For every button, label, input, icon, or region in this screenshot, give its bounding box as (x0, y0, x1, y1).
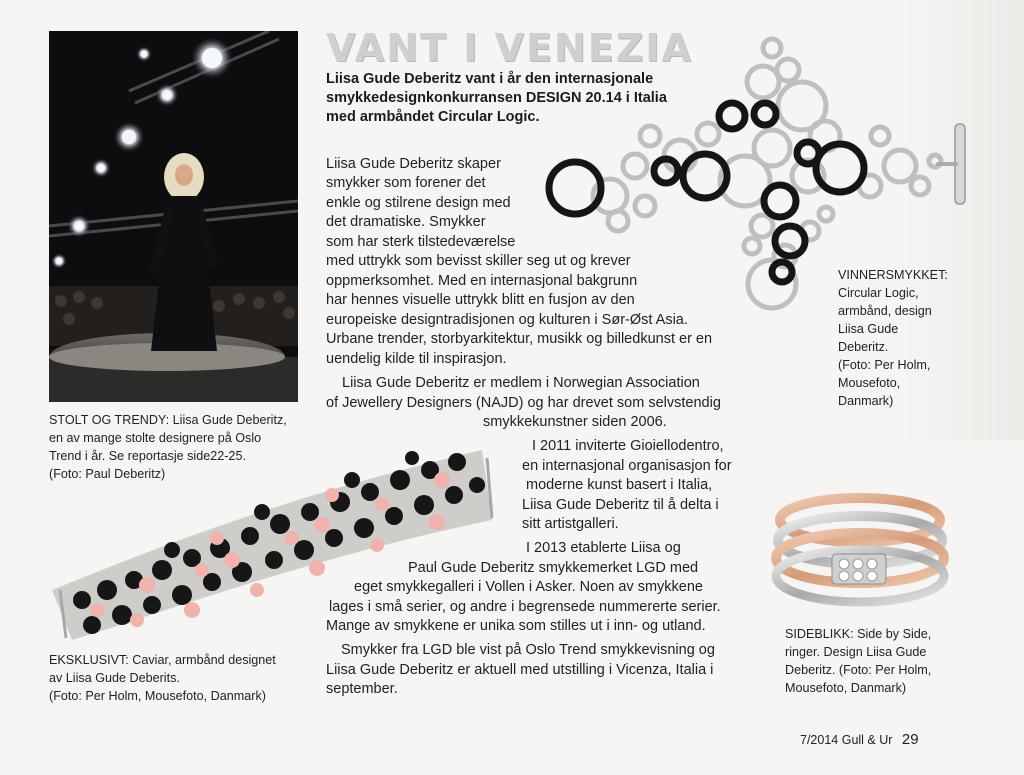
body-line: Urbane trender, storbyarkitektur, musikk og billedkunst er en (326, 331, 713, 347)
caption-eksklusivt-line: EKSKLUSIVT: Caviar, armbånd designet (49, 653, 276, 667)
body-line: Smykker fra LGD ble vist på Oslo Trend smykkevisning og (341, 642, 715, 658)
caption-vinner-line: Mousefoto, (838, 376, 901, 390)
body-line: september. (326, 681, 398, 697)
body-line: en internasjonal organisasjon for (522, 458, 732, 474)
body-line: Liisa Gude Deberitz til å delta i (522, 497, 719, 513)
caption-stolt-line: (Foto: Paul Deberitz) (49, 467, 166, 481)
caption-stolt-line: en av mange stolte designere på Oslo (49, 431, 262, 445)
caption-vinner-line: armbånd, design (838, 304, 932, 318)
body-line: det dramatiske. Smykker (326, 214, 486, 230)
body-line: moderne kunst basert i Italia, (526, 477, 713, 493)
caption-vinner-line: Liisa Gude (838, 322, 899, 336)
body-line: som har sterk tilstedeværelse (326, 234, 516, 250)
caption-sideblikk-line: Deberitz. (Foto: Per Holm, (785, 663, 932, 677)
caption-vinner-line: Danmark) (838, 394, 894, 408)
body-line: europeiske designtradisjonen og kulturen i Sør-Øst Asia. (326, 312, 688, 328)
body-line: smykkekunstner siden 2006. (483, 414, 667, 430)
body-line: Liisa Gude Deberitz er medlem i Norwegian Association (342, 375, 700, 391)
caviar-bracelet-image (52, 440, 502, 640)
body-line: oppmerksomhet. Med en internasjonal bakgrunn (326, 273, 638, 289)
runway-photo-art (49, 31, 298, 402)
caption-stolt-line: Trend i år. Se reportasje side22-25. (49, 449, 246, 463)
body-line: Mange av smykkene er unika som stilles ut i inn- og utland. (326, 618, 706, 634)
caption-vinner-line: (Foto: Per Holm, (838, 358, 931, 372)
caption-vinner-line: Deberitz. (838, 340, 889, 354)
caption-sideblikk-line: SIDEBLIKK: Side by Side, (785, 627, 932, 641)
body-line: enkle og stilrene design med (326, 195, 511, 211)
body-line: Paul Gude Deberitz smykkemerket LGD med (408, 560, 699, 576)
runway-photo (49, 31, 298, 402)
side-by-side-ring-image (768, 490, 953, 612)
body-line: sitt artistgalleri. (522, 516, 619, 532)
page-footer (800, 731, 919, 748)
article-lead: Liisa Gude Deberitz vant i år den internasjonale smykkedesignkonkurransen DESIGN 20.14 i Italia med armbåndet Circular Logic. (326, 71, 667, 125)
footer-issue: 7/2014 (800, 733, 839, 747)
body-line: Liisa Gude Deberitz er aktuell med utstilling i Vicenza, Italia i (326, 662, 714, 678)
circular-logic-bracelet-image (540, 36, 980, 316)
body-line: uendelig kilde til inspirasjon. (326, 351, 507, 367)
article-title: VANT I VENEZIA (326, 26, 693, 70)
body-line: I 2011 inviterte Gioiellodentro, (532, 438, 724, 454)
caption-eksklusivt-line: av Liisa Gude Deberits. (49, 671, 180, 685)
caption-eksklusivt-line: (Foto: Per Holm, Mousefoto, Danmark) (49, 689, 266, 703)
body-line: I 2013 etablerte Liisa og (526, 540, 681, 556)
body-line: Liisa Gude Deberitz skaper (326, 156, 501, 172)
body-line: eget smykkegalleri i Vollen i Asker. Noen av smykkene (354, 579, 703, 595)
body-line: med uttrykk som bevisst skiller seg ut og krever (326, 253, 631, 269)
caption-sideblikk-line: Mousefoto, Danmark) (785, 681, 907, 695)
body-line: smykker som forener det (326, 175, 486, 191)
caption-vinner-line: Circular Logic, (838, 286, 919, 300)
body-line: har hennes visuelle uttrykk blitt en fusjon av den (326, 292, 635, 308)
body-line: lages i små serier, og andre i begrensede nummererte serier. (329, 599, 721, 615)
caption-vinner-line: VINNERSMYKKET: (838, 268, 948, 282)
body-line: of Jewellery Designers (NAJD) og har drevet som selvstendig (326, 395, 721, 411)
caption-sideblikk-line: ringer. Design Liisa Gude (785, 645, 927, 659)
footer-magazine: Gull & Ur (841, 733, 893, 747)
page-number: 29 (901, 731, 919, 748)
caption-stolt-line: STOLT OG TRENDY: Liisa Gude Deberitz, (49, 413, 287, 427)
